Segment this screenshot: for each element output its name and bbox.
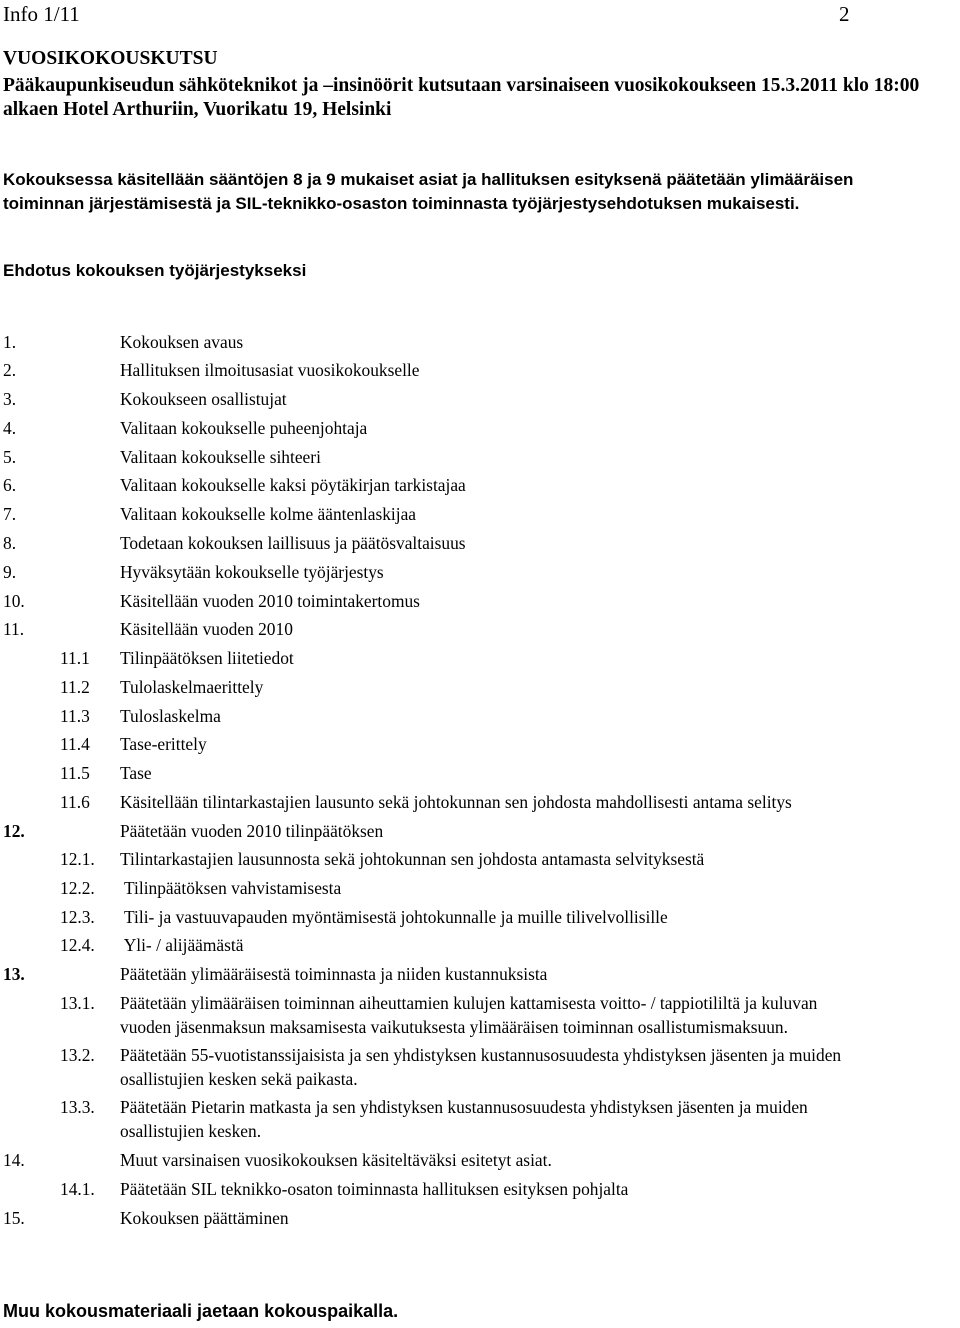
agenda-heading: Ehdotus kokouksen työjärjestykseksi	[3, 261, 307, 280]
agenda-item-number: 11.3	[60, 706, 90, 726]
agenda-item-text: Päätetään vuoden 2010 tilinpäätöksen	[120, 821, 384, 841]
agenda-item-text: Tilinpäätöksen vahvistamisesta	[120, 878, 342, 898]
invitation-line-1: Pääkaupunkiseudun sähköteknikot ja –insinöörit kutsutaan varsinaiseen vuosikokoukseen 15.3.2011 klo 18:00	[3, 75, 920, 96]
agenda-item-number: 13.	[3, 964, 25, 984]
agenda-item-text: Tuloslaskelma	[120, 706, 221, 726]
agenda-item-number: 12.	[3, 821, 25, 841]
agenda-item-text: Valitaan kokoukselle kolme ääntenlaskijaa	[120, 504, 417, 524]
agenda-item-number: 13.3.	[60, 1097, 95, 1117]
agenda-item-text: Päätetään ylimääräisestä toiminnasta ja niiden kustannuksista	[120, 964, 548, 984]
agenda-item-number: 11.2	[60, 677, 90, 697]
agenda-item-number: 11.4	[60, 734, 90, 754]
agenda-item-number: 14.	[3, 1150, 25, 1170]
intro-line-1: Kokouksessa käsitellään sääntöjen 8 ja 9 mukaiset asiat ja hallituksen esityksenä päätetään ylimääräisen	[3, 170, 854, 189]
invitation-line-2: alkaen Hotel Arthuriin, Vuorikatu 19, Helsinki	[3, 99, 392, 120]
agenda-item-number: 7.	[3, 504, 17, 524]
agenda-item-number: 11.	[3, 619, 25, 639]
agenda-item-text: Valitaan kokoukselle puheenjohtaja	[120, 418, 368, 438]
agenda-item-text: Tilintarkastajien lausunnosta sekä johtokunnan sen johdosta antamasta selvityksestä	[120, 849, 705, 869]
agenda-item-number: 11.1	[60, 648, 90, 668]
agenda-item-text: Kokouksen avaus	[120, 332, 244, 352]
agenda-item-number: 4.	[3, 418, 17, 438]
agenda-item-text: Valitaan kokoukselle sihteeri	[120, 447, 321, 467]
agenda-item-number: 5.	[3, 447, 17, 467]
agenda-item-number: 13.2.	[60, 1045, 95, 1065]
agenda-item-text: Käsitellään vuoden 2010	[120, 619, 293, 639]
agenda-item-number: 3.	[3, 389, 17, 409]
agenda-item-number: 12.3.	[60, 907, 95, 927]
agenda-item-text: Tase-erittely	[120, 734, 207, 754]
agenda-item-text: Tase	[120, 763, 152, 783]
agenda-item-text: osallistujien kesken.	[120, 1121, 262, 1141]
agenda-item-text: Käsitellään vuoden 2010 toimintakertomus	[120, 591, 420, 611]
header-left: Info 1/11	[3, 2, 80, 26]
agenda-item-number: 13.1.	[60, 993, 95, 1013]
agenda-item-number: 14.1.	[60, 1179, 95, 1199]
agenda-item-number: 11.6	[60, 792, 90, 812]
agenda-item-text: Hallituksen ilmoitusasiat vuosikokoukselle	[120, 360, 420, 380]
agenda-item-number: 12.4.	[60, 935, 95, 955]
page-number: 2	[839, 2, 850, 26]
agenda-item-number: 12.1.	[60, 849, 95, 869]
agenda-item-number: 15.	[3, 1208, 25, 1228]
agenda-item-text: Tilinpäätöksen liitetiedot	[120, 648, 294, 668]
agenda-item-text: osallistujien kesken sekä paikasta.	[120, 1069, 358, 1089]
agenda-item-text: Päätetään Pietarin matkasta ja sen yhdistyksen kustannusosuudesta yhdistyksen jäsenten ja muiden	[120, 1097, 808, 1117]
agenda-item-number: 6.	[3, 475, 17, 495]
agenda-item-text: Valitaan kokoukselle kaksi pöytäkirjan tarkistajaa	[120, 475, 466, 495]
document-title: VUOSIKOKOUSKUTSU	[3, 48, 218, 69]
agenda-item-number: 1.	[3, 332, 17, 352]
agenda-item-number: 11.5	[60, 763, 90, 783]
agenda-item-text: Todetaan kokouksen laillisuus ja päätösvaltaisuus	[120, 533, 466, 553]
agenda-item-number: 9.	[3, 562, 17, 582]
agenda-item-text: vuoden jäsenmaksun maksamisesta vaikutuksesta ylimääräisen toiminnan osallistumismaksuun.	[120, 1017, 788, 1037]
agenda-item-number: 12.2.	[60, 878, 95, 898]
agenda-item-text: Tili- ja vastuuvapauden myöntämisestä johtokunnalle ja muille tilivelvollisille	[120, 907, 668, 927]
agenda-item-text: Kokouksen päättäminen	[120, 1208, 289, 1228]
agenda-item-number: 10.	[3, 591, 25, 611]
agenda-item-number: 8.	[3, 533, 17, 553]
footer-note: Muu kokousmateriaali jaetaan kokouspaikalla.	[3, 1301, 399, 1321]
agenda-item-text: Käsitellään tilintarkastajien lausunto sekä johtokunnan sen johdosta mahdollisesti antama selitys	[120, 792, 792, 812]
agenda-item-text: Päätetään SIL teknikko-osaton toiminnasta hallituksen esityksen pohjalta	[120, 1179, 629, 1199]
agenda-item-number: 2.	[3, 360, 17, 380]
agenda-item-text: Päätetään ylimääräisen toiminnan aiheuttamien kulujen kattamisesta voitto- / tappiotililtä ja kuluvan	[120, 993, 818, 1013]
agenda-item-text: Tulolaskelmaerittely	[120, 677, 264, 697]
agenda-item-text: Kokoukseen osallistujat	[120, 389, 287, 409]
intro-line-2: toiminnan järjestämisestä ja SIL-teknikko-osaston toiminnasta työjärjestysehdotuksen mukaisesti.	[3, 194, 800, 213]
agenda-item-text: Yli- / alijäämästä	[120, 935, 244, 955]
intro-paragraph	[3, 168, 853, 216]
agenda-item-text: Hyväksytään kokoukselle työjärjestys	[120, 562, 384, 582]
agenda-item-text: Muut varsinaisen vuosikokouksen käsiteltäväksi esitetyt asiat.	[120, 1150, 552, 1170]
agenda-item-text: Päätetään 55-vuotistanssijaisista ja sen yhdistyksen kustannusosuudesta yhdistyksen jäsenten ja muiden	[120, 1045, 842, 1065]
